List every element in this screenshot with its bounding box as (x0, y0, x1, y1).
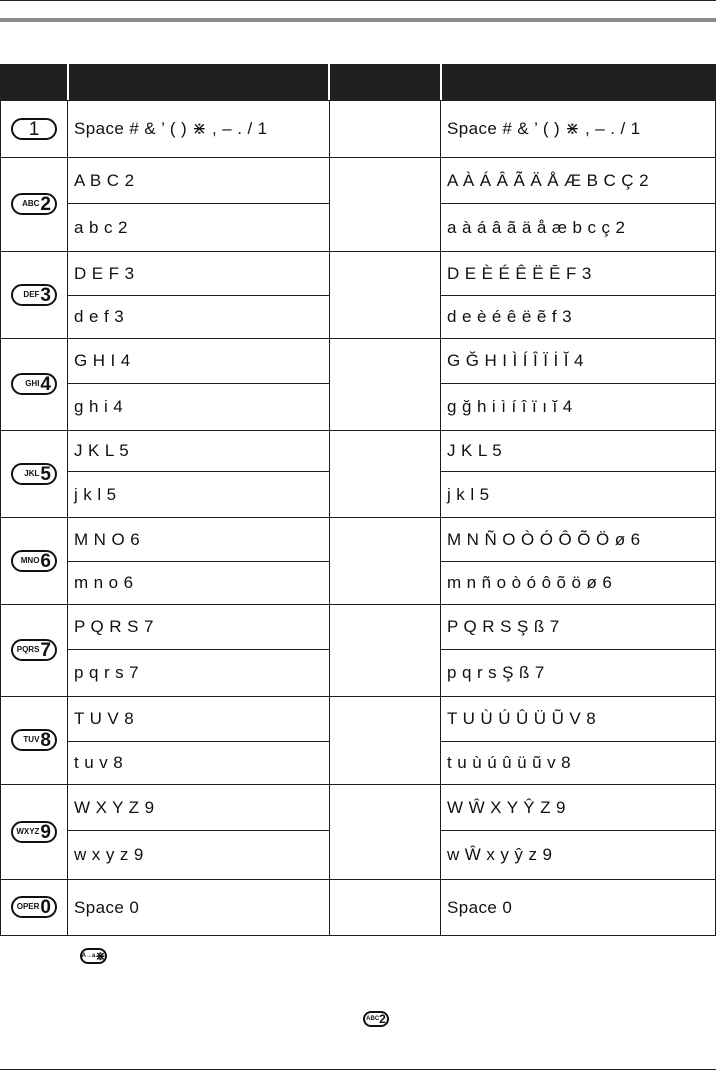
mode2-cell (328, 100, 442, 158)
mode3-cell (440, 517, 716, 562)
mode3-cell (440, 157, 716, 204)
key-digit: 2 (40, 193, 51, 215)
keypad-6-icon (11, 550, 57, 572)
key-letters: ABC (22, 199, 40, 208)
mode1-cell (67, 649, 330, 697)
key-letters: OPER (16, 902, 40, 911)
mode3-cell (440, 471, 716, 518)
keypad-1-icon (11, 118, 57, 140)
keypad-8-icon (11, 729, 57, 751)
mode1-cell (67, 696, 330, 742)
mode2-cell (328, 430, 442, 518)
mode2-cell (328, 696, 442, 785)
top-border-line (0, 0, 716, 1)
keypad-2-icon (11, 193, 57, 215)
mode3-cell (440, 561, 716, 605)
key-digit: 4 (40, 373, 51, 395)
mode1-cell (67, 604, 330, 650)
mode3-chars: a à á â ã ä å æ b c ç 2 (447, 217, 626, 237)
keypad-0-icon (11, 896, 57, 918)
mode1-chars: p q r s 7 (74, 663, 140, 682)
key-letters: JKL (24, 469, 40, 478)
mode1-cell (67, 741, 330, 785)
mode3-cell (440, 383, 716, 431)
mode3-chars: Space # & ’ ( ) ⋇ , – . / 1 (447, 119, 641, 138)
bottom-border-line (0, 1069, 716, 1070)
mode3-chars: w Ŵ x y ŷ z 9 (447, 845, 553, 864)
mode1-cell (67, 295, 330, 339)
mode3-chars: d e è é ê ë ẽ f 3 (447, 307, 572, 326)
mode1-chars: m n o 6 (74, 573, 134, 592)
keypad-5-icon (11, 463, 57, 485)
table-header-cell-mode2 (330, 64, 440, 100)
mode1-cell (67, 383, 330, 431)
mode3-cell (440, 604, 716, 650)
mode1-cell (67, 471, 330, 518)
mode1-cell (67, 430, 330, 472)
table-header-cell-mode1 (69, 64, 328, 100)
mode2-cell (328, 879, 442, 936)
key-digit: 3 (40, 284, 51, 306)
mode1-cell (67, 338, 330, 384)
mode3-cell (440, 251, 716, 296)
keypad-7-icon (11, 639, 57, 661)
key-digit: 1 (28, 118, 40, 140)
mode1-chars: t u v 8 (74, 753, 124, 772)
mode3-chars: G Ğ H I Ì Í Î Ï İ Ĭ 4 (447, 351, 584, 370)
mode2-cell (328, 784, 442, 880)
key-letters: GHI (25, 379, 40, 388)
mode3-cell (440, 879, 716, 936)
key-digit: 9 (40, 821, 51, 843)
mode3-cell (440, 338, 716, 384)
key-digit: 0 (40, 896, 51, 918)
mode3-chars: p q r s Ş ß 7 (447, 663, 545, 682)
key-letters: TUV (23, 735, 40, 744)
mode1-cell (67, 561, 330, 605)
keypad-4-icon (11, 373, 57, 395)
mode3-cell (440, 649, 716, 697)
key-letters: WXYZ (16, 827, 40, 836)
key-digit: 7 (40, 639, 51, 661)
mode3-cell (440, 203, 716, 252)
mode3-cell (440, 430, 716, 472)
mode1-cell (67, 251, 330, 296)
mode1-chars: G H I 4 (74, 351, 131, 370)
header-rule (0, 18, 716, 22)
mode3-chars: m n ñ o ò ó ô õ ö ø 6 (447, 573, 613, 592)
mode1-cell (67, 203, 330, 252)
key-digit: 5 (40, 463, 51, 485)
mode2-cell (328, 251, 442, 339)
key-letters: DEF (23, 290, 40, 299)
mode3-chars: D E È É Ê Ë Ē F 3 (447, 263, 592, 283)
mode1-chars: Space # & ’ ( ) ⋇ , – . / 1 (74, 119, 268, 138)
mode3-chars: T U Ù Ú Û Ü Ũ V 8 (447, 709, 597, 728)
mode3-chars: Space 0 (447, 897, 513, 917)
key-digit: 8 (40, 729, 51, 751)
mode3-chars: P Q R S Ş ß 7 (447, 617, 560, 636)
mode3-cell (440, 784, 716, 831)
key-digit: 6 (40, 550, 51, 572)
keypad-9-icon (11, 821, 57, 843)
mode1-chars: J K L 5 (74, 441, 130, 460)
mode1-chars: g h i 4 (74, 397, 124, 416)
mode2-cell (328, 517, 442, 605)
mode3-chars: M N Ñ O Ò Ó Ô Õ Ö ø 6 (447, 529, 641, 549)
mode3-cell (440, 295, 716, 339)
mode1-chars: M N O 6 (74, 529, 141, 549)
mode1-chars: T U V 8 (74, 709, 135, 728)
mode2-cell (328, 604, 442, 697)
mode1-cell (67, 517, 330, 562)
mode3-chars: g ğ h i ì í î ï ı ĭ 4 (447, 397, 573, 416)
key-letters: MNO (20, 556, 40, 565)
mode2-cell (328, 157, 442, 252)
key-letters: PQRS (16, 645, 40, 654)
mode1-chars: w x y z 9 (74, 845, 144, 864)
mode3-cell (440, 741, 716, 785)
abc2-key-icon: ABC 2 (363, 1011, 389, 1027)
table-header-cell-mode3 (442, 64, 716, 100)
table-header-cell-key (0, 64, 67, 100)
star-key-icon: A→a ⋇ (81, 949, 106, 963)
mode1-chars: W X Y Z 9 (74, 797, 155, 817)
mode1-chars: j k l 5 (74, 484, 117, 504)
mode1-chars: P Q R S 7 (74, 617, 154, 636)
mode1-cell (67, 830, 330, 880)
mode1-chars: Space 0 (74, 897, 140, 917)
mode3-cell (440, 100, 716, 158)
mode1-chars: D E F 3 (74, 263, 135, 283)
mode3-cell (440, 696, 716, 742)
keypad-3-icon (11, 284, 57, 306)
mode3-chars: W Ŵ X Y Ŷ Z 9 (447, 797, 566, 817)
mode1-cell (67, 784, 330, 831)
mode1-cell (67, 100, 330, 158)
mode1-chars: A B C 2 (74, 170, 135, 190)
mode3-chars: J K L 5 (447, 441, 503, 460)
mode2-cell (328, 338, 442, 431)
mode1-chars: a b c 2 (74, 217, 128, 237)
mode1-cell (67, 879, 330, 936)
mode1-cell (67, 157, 330, 204)
mode3-chars: t u ù ú û ü ũ v 8 (447, 753, 571, 772)
mode3-cell (440, 830, 716, 880)
mode1-chars: d e f 3 (74, 307, 125, 326)
mode3-chars: j k l 5 (447, 484, 490, 504)
mode3-chars: A À Á Â Ã Ä Å Æ B C Ç 2 (447, 170, 649, 190)
